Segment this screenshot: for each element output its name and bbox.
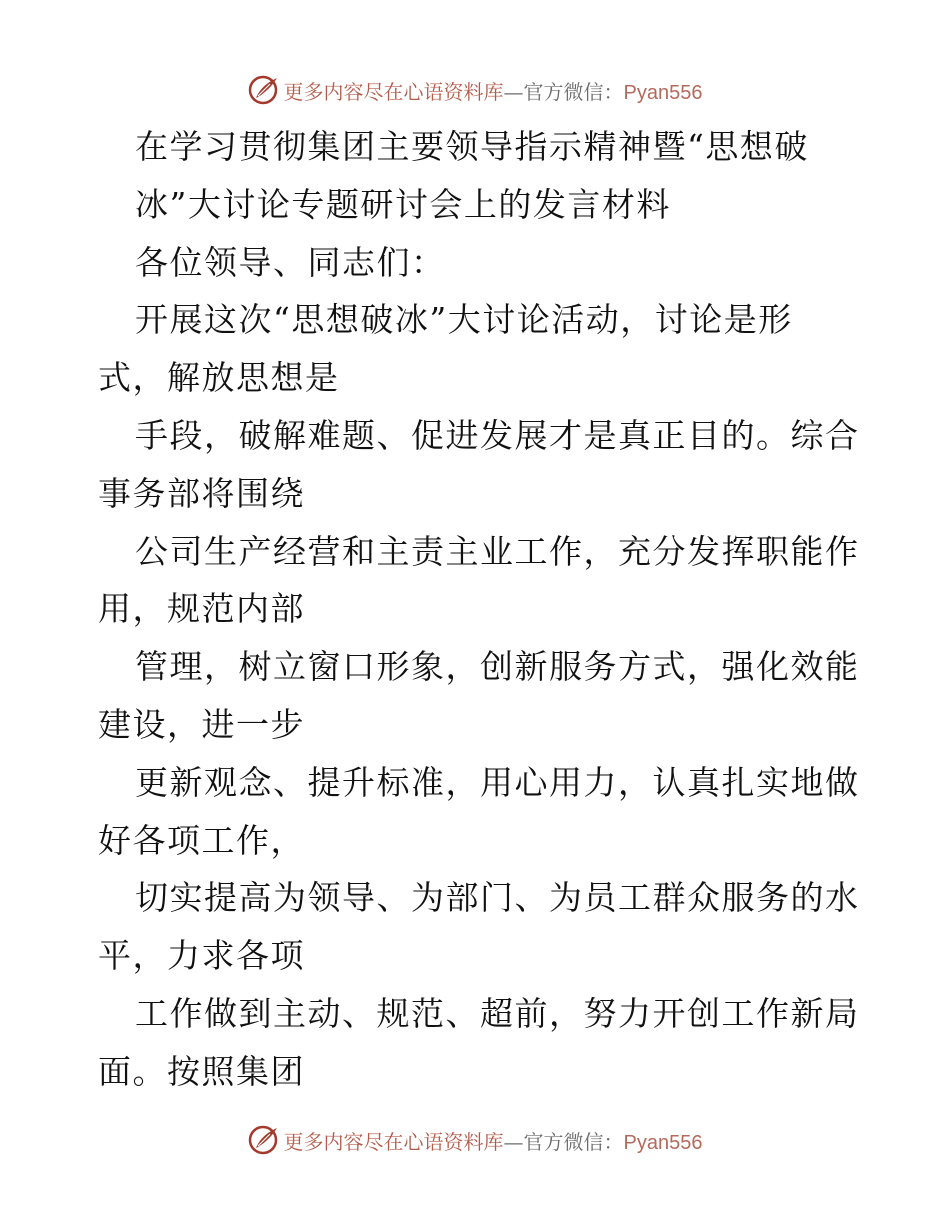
watermark-wechat-id: Pyan556 [623, 1131, 703, 1154]
feather-pen-logo-icon [248, 1124, 280, 1156]
body-line: 工作做到主动、规范、超前，努力开创工作新局 [135, 993, 860, 1033]
watermark-separator: — [503, 79, 524, 104]
watermark-official-text: 官方微信： [523, 1129, 624, 1154]
watermark-banner-bottom [0, 1120, 950, 1160]
body-line: 式，解放思想是 [98, 358, 340, 398]
watermark-official-text: 官方微信： [523, 79, 624, 104]
watermark-wechat-id: Pyan556 [623, 81, 703, 104]
body-line: 用，规范内部 [98, 589, 305, 629]
body-line: 事务部将围绕 [98, 473, 305, 513]
watermark-separator: — [503, 1129, 524, 1154]
watermark-banner-top [0, 70, 950, 110]
body-line: 面。按照集团 [98, 1051, 305, 1091]
document-body [98, 118, 858, 1101]
salutation-line: 各位领导、同志们： [135, 242, 446, 282]
body-line: 更新观念、提升标准，用心用力，认真扎实地做 [135, 762, 860, 802]
title-line: 在学习贯彻集团主要领导指示精神暨“思想破 [135, 127, 809, 166]
watermark-main-text: 更多内容尽在心语资料库 [283, 79, 504, 104]
body-line: 切实提高为领导、为部门、为员工群众服务的水 [135, 878, 860, 918]
body-line: 好各项工作， [98, 820, 305, 860]
title-line: 冰”大讨论专题研讨会上的发言材料 [135, 184, 671, 224]
feather-pen-logo-icon [248, 74, 280, 106]
body-line: 公司生产经营和主责主业工作，充分发挥职能作 [135, 531, 860, 571]
body-line: 管理，树立窗口形象，创新服务方式，强化效能 [135, 647, 860, 687]
watermark-main-text: 更多内容尽在心语资料库 [283, 1129, 504, 1154]
body-line: 建设，进一步 [98, 704, 305, 744]
body-line: 开展这次“思想破冰”大讨论活动，讨论是形 [135, 300, 793, 340]
body-line: 平，力求各项 [98, 936, 305, 976]
body-line: 手段，破解难题、促进发展才是真正目的。综合 [135, 415, 860, 455]
